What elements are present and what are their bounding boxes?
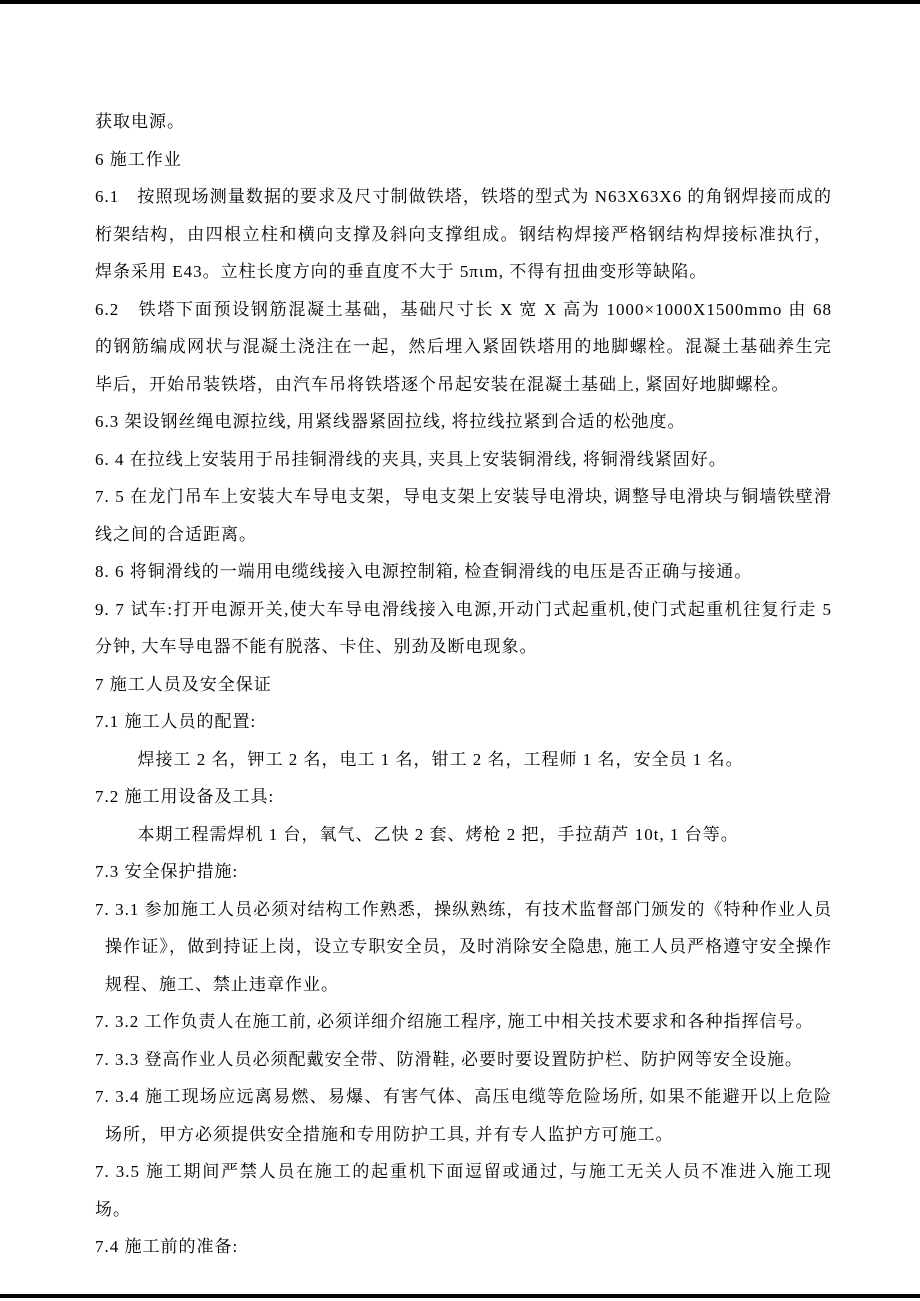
- paragraph-6-2: 6.2 铁塔下面预设钢筋混凝土基础，基础尺寸长 X 宽 X 高为 1000×1000X1500mmo 由 68 的钢筋编成网状与混凝土浇注在一起，然后埋入紧固铁塔用的地脚螺栓。混凝土基础养生完毕后，开始吊装铁塔，由汽车吊将铁塔逐个吊起安装在混凝土基础上, 紧固好地脚螺栓。: [95, 299, 832, 394]
- paragraph-8-6: 8. 6 将铜滑线的一端用电缆线接入电源控制箱, 检查铜滑线的电压是否正确与接通。: [95, 562, 753, 581]
- paragraph-9-7: 9. 7 试车:打开电源开关,使大车导电滑线接入电源,开动门式起重机,使门式起重机往复行走 5 分钟, 大车导电器不能有脱落、卡住、别劲及断电现象。: [95, 599, 832, 656]
- paragraph-6-1: 6.1 按照现场测量数据的要求及尺寸制做铁塔，铁塔的型式为 N63X63X6 的角钢焊接而成的桁架结构，由四根立柱和横向支撑及斜向支撑组成。钢结构焊接严格钢结构焊接标准执行，焊条采用 E43。立柱长度方向的垂直度不大于 5πιm, 不得有扭曲变形等缺陷。: [95, 187, 832, 281]
- paragraph-7-3: 7.3 安全保护措施:: [95, 862, 239, 881]
- page-top-border: [0, 0, 920, 4]
- document-body: [95, 103, 832, 1266]
- paragraph-7-4: 7.4 施工前的准备:: [95, 1237, 239, 1256]
- paragraph-7-1: 7.1 施工人员的配置:: [95, 712, 257, 731]
- paragraph-personnel-list: 焊接工 2 名，钾工 2 名，电工 1 名，钳工 2 名，工程师 1 名，安全员 1 名。: [137, 749, 744, 769]
- paragraph-6-4: 6. 4 在拉线上安装用于吊挂铜滑线的夹具, 夹具上安装铜滑线, 将铜滑线紧固好。: [95, 449, 727, 469]
- page-bottom-border: [0, 1294, 920, 1298]
- paragraph-7-3-3: 7. 3.3 登高作业人员必须配戴安全带、防滑鞋, 必要时要设置防护栏、防护网等安全设施。: [95, 1049, 803, 1069]
- heading-section-7: 7 施工人员及安全保证: [95, 674, 272, 694]
- paragraph-7-2: 7.2 施工用设备及工具:: [95, 787, 275, 806]
- paragraph-7-3-4: 7. 3.4 施工现场应远离易燃、易爆、有害气体、高压电缆等危险场所, 如果不能避开以上危险场所，甲方必须提供安全措施和专用防护工具, 并有专人监护方可施工。: [95, 1087, 832, 1144]
- paragraph-7-5: 7. 5 在龙门吊车上安装大车导电支架，导电支架上安装导电滑块, 调整导电滑块与铜墙铁壁滑线之间的合适距离。: [95, 487, 832, 544]
- paragraph-equipment-list: 本期工程需焊机 1 台，氧气、乙快 2 套、烤枪 2 把，手拉葫芦 10t, 1 台等。: [137, 824, 739, 844]
- paragraph-7-3-5: 7. 3.5 施工期间严禁人员在施工的起重机下面逗留或通过, 与施工无关人员不准进入施工现场。: [95, 1162, 832, 1219]
- paragraph-tail: 获取电源。: [95, 112, 185, 131]
- paragraph-6-3: 6.3 架设钢丝绳电源拉线, 用紧线器紧固拉线, 将拉线拉紧到合适的松弛度。: [95, 412, 686, 431]
- paragraph-7-3-1: 7. 3.1 参加施工人员必须对结构工作熟悉，操纵熟练，有技术监督部门颁发的《特种作业人员操作证》，做到持证上岗，设立专职安全员，及时消除安全隐患, 施工人员严格遵守安全操作规程、施工、禁止违章作业。: [95, 899, 832, 994]
- heading-section-6: 6 施工作业: [95, 149, 182, 169]
- paragraph-7-3-2: 7. 3.2 工作负责人在施工前, 必须详细介绍施工程序, 施工中相关技术要求和各种指挥信号。: [95, 1012, 814, 1031]
